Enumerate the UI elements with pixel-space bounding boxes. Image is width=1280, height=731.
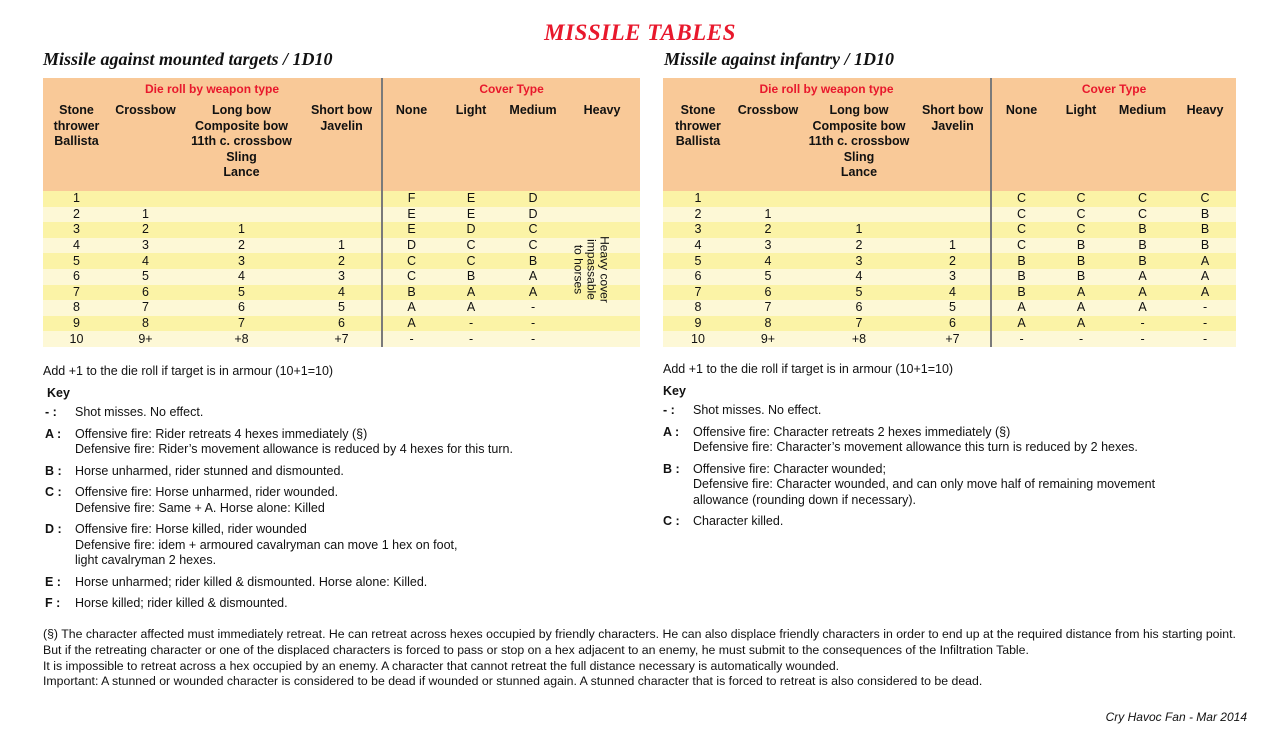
table-cell: 4	[803, 269, 915, 285]
table-cell: 5	[43, 253, 110, 269]
table-cell: 1	[110, 207, 181, 223]
column-header: None	[991, 100, 1051, 191]
table-cell	[302, 222, 382, 238]
column-header: Heavy	[564, 100, 640, 191]
table-cell	[181, 207, 302, 223]
table-cell: A	[502, 285, 564, 301]
table-cell	[733, 191, 803, 207]
table-cell: C	[991, 222, 1051, 238]
key-description: Offensive fire: Horse unharmed, rider wounded. Defensive fire: Same + A. Horse alone: Killed	[75, 485, 339, 515]
table-cell: A	[1051, 300, 1111, 316]
table-cell: 9+	[110, 331, 181, 347]
cover-type-header: Cover Type	[991, 78, 1236, 100]
key-description: Offensive fire: Character retreats 2 hexes immediately (§) Defensive fire: Character’s movement allowance this turn is reduced by 2 hexes.	[693, 424, 1138, 454]
table-cell: A	[1174, 253, 1236, 269]
table-cell: 1	[803, 222, 915, 238]
table-cell: 3	[43, 222, 110, 238]
table-cell: A	[440, 300, 502, 316]
table-cell: E	[382, 207, 440, 223]
table-cell: 2	[803, 238, 915, 254]
key-description: Shot misses. No effect.	[75, 405, 204, 419]
table-cell: C	[1174, 191, 1236, 207]
table-cell: -	[382, 331, 440, 347]
table-cell: 5	[803, 285, 915, 301]
column-header: Heavy	[1174, 100, 1236, 191]
table-cell: A	[991, 300, 1051, 316]
table-cell: A	[1111, 300, 1174, 316]
table-cell: B	[1174, 207, 1236, 223]
infantry-subtitle: Missile against infantry / 1D10	[664, 49, 895, 69]
key-item	[663, 403, 1253, 419]
table-cell: 3	[181, 253, 302, 269]
key-item	[45, 522, 605, 569]
table-cell: 8	[663, 300, 733, 316]
table-cell: D	[382, 238, 440, 254]
table-cell: 7	[110, 300, 181, 316]
infantry-missile-table	[663, 78, 1236, 347]
table-cell: D	[440, 222, 502, 238]
table-cell: 7	[43, 285, 110, 301]
table-cell: -	[502, 331, 564, 347]
table-cell	[181, 191, 302, 207]
table-cell: -	[1111, 331, 1174, 347]
weapon-type-header: Die roll by weapon type	[663, 78, 991, 100]
table-cell: 7	[733, 300, 803, 316]
table-cell: 1	[733, 207, 803, 223]
key-item	[45, 464, 605, 480]
table-cell: 3	[915, 269, 991, 285]
table-cell	[302, 207, 382, 223]
table-cell: 8	[43, 300, 110, 316]
table-cell: -	[1111, 316, 1174, 332]
infantry-key-list	[663, 403, 1253, 536]
table-cell: 6	[915, 316, 991, 332]
key-letter: F :	[45, 596, 61, 610]
table-row	[43, 238, 640, 254]
table-cell: 9+	[733, 331, 803, 347]
key-letter: E :	[45, 574, 61, 589]
table-cell: +8	[803, 331, 915, 347]
table-cell: 3	[803, 253, 915, 269]
table-cell: C	[1111, 207, 1174, 223]
table-cell: D	[502, 207, 564, 223]
table-cell: C	[382, 253, 440, 269]
column-header: Short bow Javelin	[302, 100, 382, 191]
table-cell: B	[1174, 222, 1236, 238]
table-cell: 4	[110, 253, 181, 269]
table-cell: C	[1111, 191, 1174, 207]
key-letter: A :	[45, 426, 62, 441]
table-cell: D	[502, 191, 564, 207]
table-cell: B	[1111, 238, 1174, 254]
table-cell: A	[502, 269, 564, 285]
table-cell: -	[440, 316, 502, 332]
column-header: Long bow Composite bow 11th c. crossbow Sling Lance	[803, 100, 915, 191]
table-cell: 4	[181, 269, 302, 285]
table-cell: -	[502, 300, 564, 316]
infantry-armour-note: Add +1 to the die roll if target is in armour (10+1=10)	[663, 362, 954, 376]
table-row	[663, 285, 1236, 301]
table-cell: E	[382, 222, 440, 238]
key-description: Horse unharmed; rider killed & dismounted. Horse alone: Killed.	[75, 574, 428, 589]
column-header: Short bow Javelin	[915, 100, 991, 191]
table-row	[663, 191, 1236, 207]
table-cell: B	[991, 269, 1051, 285]
table-cell: 4	[663, 238, 733, 254]
table-cell: C	[440, 253, 502, 269]
key-item	[663, 425, 1253, 456]
table-cell: 2	[43, 207, 110, 223]
table-cell: 4	[915, 285, 991, 301]
column-header: Long bow Composite bow 11th c. crossbow Sling Lance	[181, 100, 302, 191]
table-cell	[915, 222, 991, 238]
table-cell: 2	[915, 253, 991, 269]
key-description: Offensive fire: Character wounded; Defensive fire: Character wounded, and can only move half of remaining movement allowance (rounding down if necessary).	[693, 461, 1156, 507]
table-row	[663, 316, 1236, 332]
table-cell: 10	[43, 331, 110, 347]
table-cell	[803, 207, 915, 223]
key-letter: C :	[45, 485, 62, 499]
table-row	[43, 285, 640, 301]
table-cell: 5	[915, 300, 991, 316]
table-cell: A	[1111, 285, 1174, 301]
table-cell: 6	[110, 285, 181, 301]
table-cell: 10	[663, 331, 733, 347]
table-row	[663, 222, 1236, 238]
table-cell: 2	[302, 253, 382, 269]
table-row	[663, 238, 1236, 254]
table-cell: A	[1174, 285, 1236, 301]
table-cell: 4	[302, 285, 382, 301]
table-cell: +7	[302, 331, 382, 347]
table-cell: 3	[110, 238, 181, 254]
table-cell: 6	[181, 300, 302, 316]
table-cell: 2	[181, 238, 302, 254]
key-item	[45, 596, 605, 612]
column-header: Medium	[502, 100, 564, 191]
table-cell: C	[1051, 191, 1111, 207]
table-cell: 2	[110, 222, 181, 238]
footnote-line: It is impossible to retreat across a hex occupied by an enemy. A character that cannot retreat the full distance necessary is automatically wounded.	[43, 658, 840, 673]
table-cell: -	[991, 331, 1051, 347]
key-letter: B :	[663, 461, 680, 476]
table-cell: 8	[110, 316, 181, 332]
key-item	[663, 514, 1253, 530]
table-cell: 1	[663, 191, 733, 207]
key-letter: D :	[45, 522, 62, 536]
table-cell: 1	[181, 222, 302, 238]
column-header: Medium	[1111, 100, 1174, 191]
table-cell	[915, 207, 991, 223]
table-cell: 5	[663, 253, 733, 269]
table-cell: A	[440, 285, 502, 301]
table-cell	[564, 191, 640, 207]
mounted-key-label: Key	[47, 386, 70, 400]
table-cell: 6	[663, 269, 733, 285]
table-cell	[564, 207, 640, 223]
table-cell: B	[1174, 238, 1236, 254]
table-row	[663, 253, 1236, 269]
table-cell: C	[440, 238, 502, 254]
key-letter: - :	[45, 405, 57, 419]
table-cell: A	[1051, 285, 1111, 301]
table-cell: -	[1174, 316, 1236, 332]
table-cell: -	[502, 316, 564, 332]
key-item	[663, 462, 1253, 509]
table-cell: -	[1174, 331, 1236, 347]
key-description: Horse killed; rider killed & dismounted.	[75, 596, 288, 610]
mounted-subtitle: Missile against mounted targets / 1D10	[43, 49, 333, 69]
credit-line: Cry Havoc Fan - Mar 2014	[1105, 710, 1247, 724]
table-cell: B	[1051, 253, 1111, 269]
key-letter: - :	[663, 403, 675, 417]
table-cell: 1	[302, 238, 382, 254]
table-cell: +8	[181, 331, 302, 347]
table-cell: 3	[733, 238, 803, 254]
key-description: Offensive fire: Rider retreats 4 hexes immediately (§) Defensive fire: Rider’s movement allowance is reduced by 4 hexes for this turn.	[75, 426, 513, 456]
heavy-cover-note: Heavy cover impassable to horses	[571, 236, 612, 303]
table-cell: B	[991, 253, 1051, 269]
column-header: Crossbow	[733, 100, 803, 191]
table-cell: 3	[663, 222, 733, 238]
mounted-armour-note: Add +1 to the die roll if target is in armour (10+1=10)	[43, 364, 334, 378]
table-cell: C	[1051, 222, 1111, 238]
table-cell: 2	[733, 222, 803, 238]
table-cell: C	[991, 191, 1051, 207]
column-header: Stone thrower Ballista	[663, 100, 733, 191]
table-cell: A	[1174, 269, 1236, 285]
table-row	[43, 331, 640, 347]
table-row	[43, 316, 640, 332]
key-description: Shot misses. No effect.	[693, 403, 822, 417]
table-cell	[302, 191, 382, 207]
table-cell: C	[502, 238, 564, 254]
key-letter: C :	[663, 514, 680, 528]
table-cell: C	[1051, 207, 1111, 223]
table-row	[663, 300, 1236, 316]
table-cell: +7	[915, 331, 991, 347]
table-cell: B	[440, 269, 502, 285]
key-letter: B :	[45, 463, 62, 478]
table-cell: E	[440, 207, 502, 223]
column-header: Light	[1051, 100, 1111, 191]
table-cell: 5	[733, 269, 803, 285]
key-letter: A :	[663, 424, 680, 439]
table-cell	[564, 331, 640, 347]
table-cell: C	[382, 269, 440, 285]
footnote	[43, 627, 1273, 690]
key-description: Offensive fire: Horse killed, rider wounded Defensive fire: idem + armoured cavalryman can move 1 hex on foot, light cavalryman 2 hexes.	[75, 522, 458, 567]
infantry-key-label: Key	[663, 384, 686, 398]
table-cell: E	[440, 191, 502, 207]
table-cell	[564, 316, 640, 332]
column-header: None	[382, 100, 440, 191]
table-cell: A	[991, 316, 1051, 332]
table-cell: 5	[302, 300, 382, 316]
table-row	[43, 222, 640, 238]
table-cell: 8	[733, 316, 803, 332]
key-description: Horse unharmed, rider stunned and dismounted.	[75, 463, 344, 478]
table-cell: B	[1111, 253, 1174, 269]
table-cell: 6	[43, 269, 110, 285]
table-cell: 6	[733, 285, 803, 301]
table-cell: 4	[43, 238, 110, 254]
table-row	[43, 207, 640, 223]
table-cell: C	[502, 222, 564, 238]
table-cell: B	[1051, 269, 1111, 285]
table-cell: 5	[110, 269, 181, 285]
table-cell: -	[1174, 300, 1236, 316]
table-cell: 1	[43, 191, 110, 207]
key-item	[45, 575, 605, 591]
table-cell: B	[502, 253, 564, 269]
column-header: Stone thrower Ballista	[43, 100, 110, 191]
table-cell: B	[1111, 222, 1174, 238]
key-description: Character killed.	[693, 514, 784, 528]
table-row	[663, 207, 1236, 223]
page-title: MISSILE TABLES	[544, 20, 736, 45]
column-header: Crossbow	[110, 100, 181, 191]
table-row	[663, 331, 1236, 347]
table-cell: 7	[663, 285, 733, 301]
table-cell: -	[1051, 331, 1111, 347]
table-cell: 9	[663, 316, 733, 332]
table-cell: A	[382, 316, 440, 332]
table-cell: 6	[803, 300, 915, 316]
table-row	[43, 191, 640, 207]
footnote-line: But if the retreating character or one of the displaced characters is forced to pass or stop on a hex adjacent to an enemy, he must submit to the consequences of the Infiltration Table.	[43, 642, 1029, 657]
table-cell: 7	[181, 316, 302, 332]
table-cell: 4	[733, 253, 803, 269]
mounted-missile-table	[43, 78, 640, 347]
table-cell: A	[1051, 316, 1111, 332]
table-cell	[803, 191, 915, 207]
cover-type-header: Cover Type	[382, 78, 640, 100]
table-cell: A	[382, 300, 440, 316]
table-row	[43, 269, 640, 285]
table-cell: 2	[663, 207, 733, 223]
table-cell: 7	[803, 316, 915, 332]
table-cell: C	[991, 238, 1051, 254]
table-cell: B	[1051, 238, 1111, 254]
table-cell: 6	[302, 316, 382, 332]
table-cell: B	[991, 285, 1051, 301]
key-item	[45, 485, 605, 516]
table-cell	[110, 191, 181, 207]
footnote-line: (§) The character affected must immediately retreat. He can retreat across hexes occupied by friendly characters. He can also displace friendly characters in order to end up at the required distance from his starting point.	[43, 627, 1236, 641]
table-cell: B	[382, 285, 440, 301]
table-cell	[915, 191, 991, 207]
table-cell: C	[991, 207, 1051, 223]
table-cell: 9	[43, 316, 110, 332]
table-cell: F	[382, 191, 440, 207]
key-item	[45, 405, 605, 421]
table-cell: 3	[302, 269, 382, 285]
table-cell: -	[440, 331, 502, 347]
table-cell: 5	[181, 285, 302, 301]
table-cell: 1	[915, 238, 991, 254]
footnote-line: Important: A stunned or wounded character is considered to be dead if wounded or stunned again. A stunned character that is forced to retreat is also considered to be dead.	[43, 674, 983, 689]
weapon-type-header: Die roll by weapon type	[43, 78, 382, 100]
table-row	[663, 269, 1236, 285]
table-row	[43, 253, 640, 269]
table-row	[43, 300, 640, 316]
table-cell: A	[1111, 269, 1174, 285]
column-header: Light	[440, 100, 502, 191]
key-item	[45, 427, 605, 458]
mounted-key-list	[45, 405, 605, 618]
